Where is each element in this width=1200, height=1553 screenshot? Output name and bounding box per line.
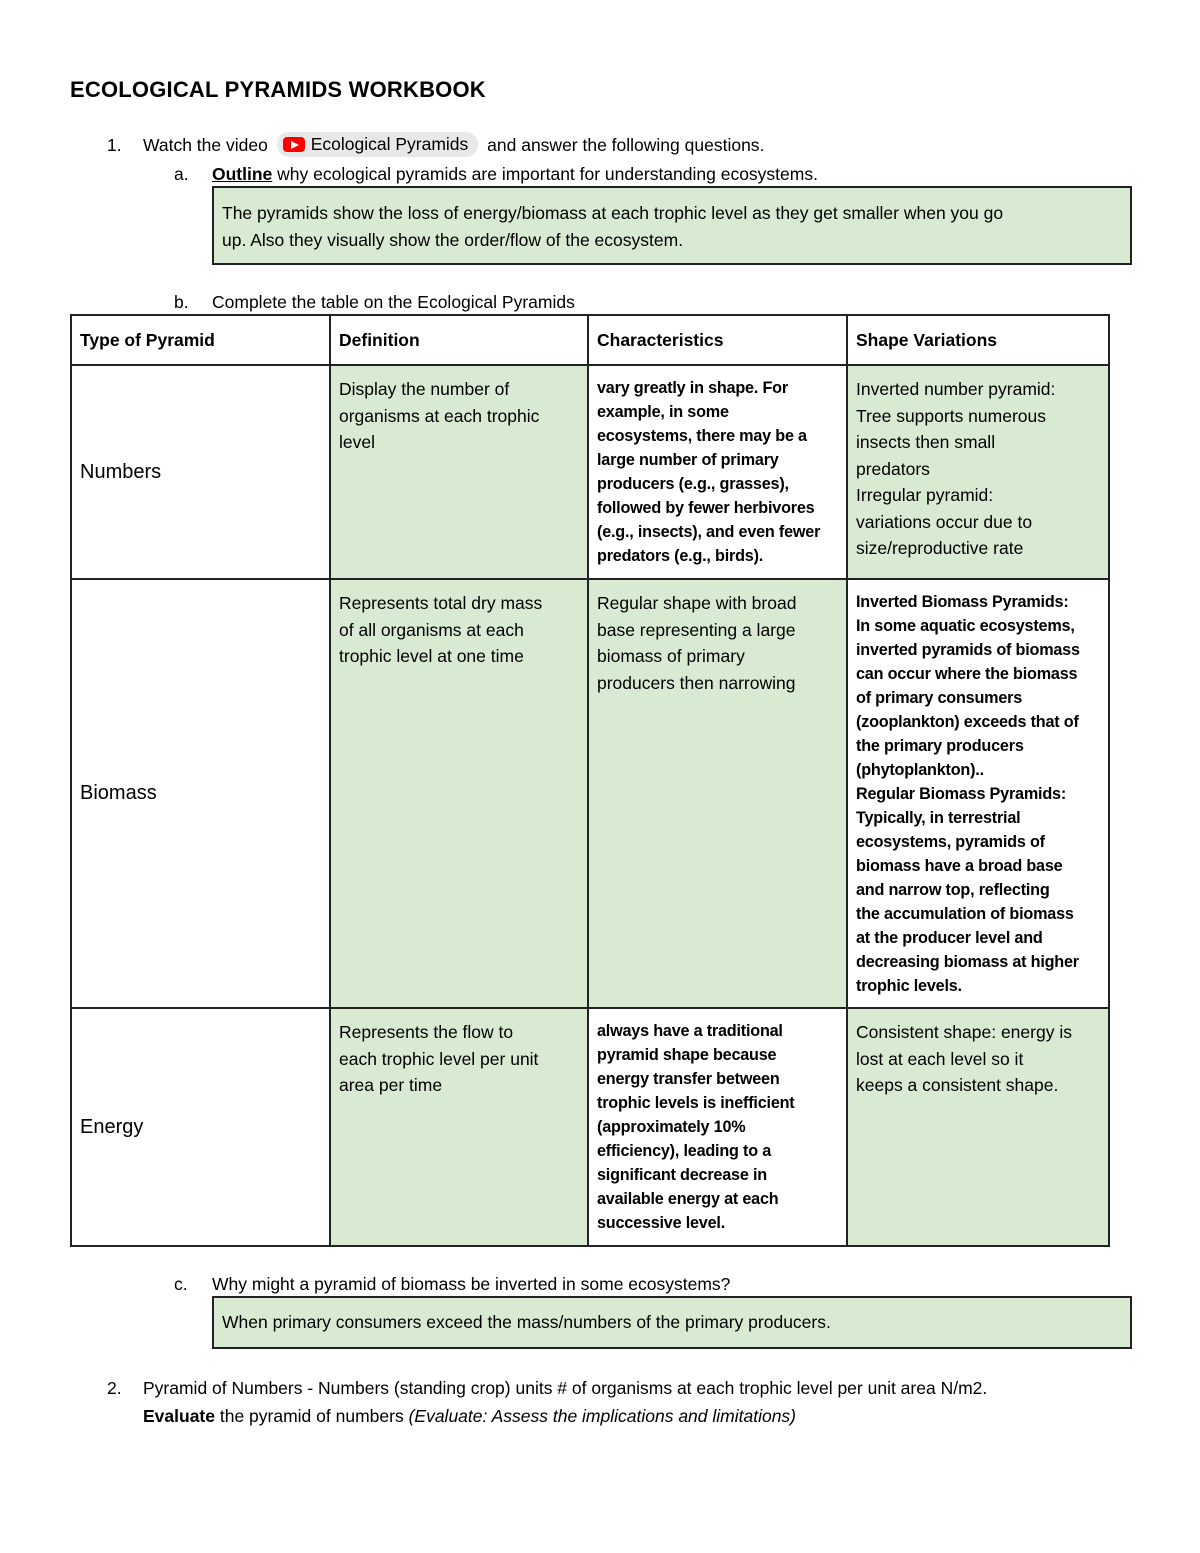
answer-box-1c[interactable] [212, 1296, 1132, 1349]
cell-line: of primary consumers [856, 689, 1023, 707]
cell-line: base representing a large [597, 619, 796, 640]
cell-line: and narrow top, reflecting [856, 881, 1050, 899]
cell-line: predators [856, 458, 930, 479]
cell-line: available energy at each [597, 1190, 779, 1208]
cell-line: the primary producers [856, 737, 1024, 755]
table-row-energy [71, 1008, 1109, 1246]
cell-energy-characteristics[interactable] [588, 1008, 847, 1246]
cell-line: Typically, in terrestrial [856, 809, 1021, 827]
cell-energy-shape[interactable] [847, 1008, 1109, 1246]
cell-line: inverted pyramids of biomass [856, 641, 1080, 659]
cell-line: can occur where the biomass [856, 665, 1078, 683]
cell-line: area per time [339, 1075, 443, 1095]
question-2-text: the pyramid of numbers [219, 1406, 404, 1426]
cell-line: Display the number of [339, 379, 510, 399]
header-shape-variations: Shape Variations [847, 315, 1109, 365]
cell-line: Tree supports numerous [856, 405, 1046, 426]
row-label-numbers: Numbers [71, 365, 330, 579]
video-link-label: Ecological Pyramids [310, 134, 469, 155]
page-title: ECOLOGICAL PYRAMIDS WORKBOOK [70, 77, 486, 102]
cell-line: lost at each level so it [856, 1048, 1024, 1069]
cell-line: ecosystems, pyramids of [856, 833, 1045, 851]
cell-line: predators (e.g., birds). [597, 547, 764, 565]
answer-box-1a[interactable] [212, 186, 1132, 265]
cell-line: biomass of primary [597, 646, 745, 666]
cell-line: energy transfer between [597, 1070, 780, 1088]
question-1b-letter: b. [174, 292, 189, 312]
question-1-text-after: and answer the following questions. [487, 135, 765, 155]
cell-line: (e.g., insects), and even fewer [597, 523, 821, 541]
cell-biomass-shape[interactable] [847, 579, 1109, 1008]
cell-line: example, in some [597, 403, 729, 421]
cell-line: variations occur due to [856, 511, 1033, 532]
question-1c-letter: c. [174, 1274, 188, 1294]
question-1b-text: Complete the table on the Ecological Pyramids [212, 292, 575, 312]
cell-line: Consistent shape: energy is [856, 1022, 1072, 1042]
cell-line: ecosystems, there may be a [597, 427, 807, 445]
cell-line: pyramid shape because [597, 1046, 777, 1064]
question-1a-text: why ecological pyramids are important for understanding ecosystems. [277, 164, 818, 184]
question-2-line-1: Pyramid of Numbers - Numbers (standing crop) units # of organisms at each trophic level per unit area N/m2. [143, 1378, 988, 1398]
table-row-numbers [71, 365, 1109, 579]
cell-line: each trophic level per unit [339, 1048, 539, 1069]
cell-line: trophic level at one time [339, 646, 524, 666]
answer-1a-line-2: up. Also they visually show the order/flow of the ecosystem. [222, 230, 684, 250]
cell-line: vary greatly in shape. For [597, 379, 788, 397]
question-2-line-2 [143, 1406, 796, 1427]
question-1-number: 1. [107, 135, 122, 155]
answer-1a-line-1: The pyramids show the loss of energy/biomass at each trophic level as they get smaller when you go [222, 203, 1004, 223]
cell-line: producers (e.g., grasses), [597, 475, 789, 493]
question-2-command-word: Evaluate [143, 1406, 215, 1426]
cell-line: In some aquatic ecosystems, [856, 617, 1075, 635]
cell-line: organisms at each trophic [339, 405, 540, 426]
youtube-icon [283, 137, 305, 152]
cell-line: keeps a consistent shape. [856, 1075, 1059, 1095]
cell-line: (zooplankton) exceeds that of [856, 713, 1079, 731]
cell-line: (phytoplankton).. [856, 761, 984, 779]
cell-line: Represents total dry mass [339, 593, 543, 613]
cell-line: (approximately 10% [597, 1118, 746, 1136]
cell-line: level [339, 432, 375, 452]
question-2-hint: (Evaluate: Assess the implications and limitations) [408, 1406, 797, 1426]
cell-line: large number of primary [597, 451, 779, 469]
question-1c-text: Why might a pyramid of biomass be inverted in some ecosystems? [212, 1274, 731, 1294]
pyramids-table [70, 314, 1110, 1247]
cell-line: insects then small [856, 432, 996, 452]
answer-1c-text: When primary consumers exceed the mass/numbers of the primary producers. [222, 1312, 831, 1332]
row-label-biomass: Biomass [71, 579, 330, 1008]
cell-line: Inverted Biomass Pyramids: [856, 593, 1069, 611]
cell-biomass-characteristics[interactable] [588, 579, 847, 1008]
cell-line: decreasing biomass at higher [856, 953, 1079, 971]
cell-line: biomass have a broad base [856, 857, 1063, 875]
cell-line: successive level. [597, 1214, 726, 1232]
cell-energy-definition[interactable] [330, 1008, 588, 1246]
cell-line: at the producer level and [856, 929, 1043, 947]
header-definition: Definition [330, 315, 588, 365]
cell-line: trophic levels is inefficient [597, 1094, 795, 1112]
cell-line: producers then narrowing [597, 672, 796, 693]
cell-numbers-characteristics[interactable] [588, 365, 847, 579]
cell-line: Inverted number pyramid: [856, 379, 1056, 399]
question-1-text-before: Watch the video [143, 135, 268, 155]
cell-numbers-shape[interactable] [847, 365, 1109, 579]
question-2-number: 2. [107, 1378, 122, 1398]
cell-line: efficiency), leading to a [597, 1142, 772, 1160]
question-1a-command-word: Outline [212, 164, 273, 184]
cell-line: Irregular pyramid: [856, 485, 994, 505]
cell-line: always have a traditional [597, 1022, 783, 1040]
cell-line: Represents the flow to [339, 1022, 514, 1042]
cell-line: significant decrease in [597, 1166, 767, 1184]
cell-line: Regular shape with broad [597, 593, 797, 613]
cell-numbers-definition[interactable] [330, 365, 588, 579]
cell-biomass-definition[interactable] [330, 579, 588, 1008]
header-type: Type of Pyramid [71, 315, 330, 365]
cell-line: of all organisms at each [339, 619, 524, 640]
table-header-row [71, 315, 1109, 365]
question-1a-letter: a. [174, 164, 189, 184]
cell-line: size/reproductive rate [856, 538, 1024, 558]
table-row-biomass [71, 579, 1109, 1008]
cell-line: followed by fewer herbivores [597, 499, 815, 517]
row-label-energy: Energy [71, 1008, 330, 1246]
cell-line: the accumulation of biomass [856, 905, 1074, 923]
header-characteristics: Characteristics [588, 315, 847, 365]
cell-line: trophic levels. [856, 977, 962, 995]
cell-line: Regular Biomass Pyramids: [856, 785, 1067, 803]
video-link-chip[interactable] [277, 132, 479, 157]
